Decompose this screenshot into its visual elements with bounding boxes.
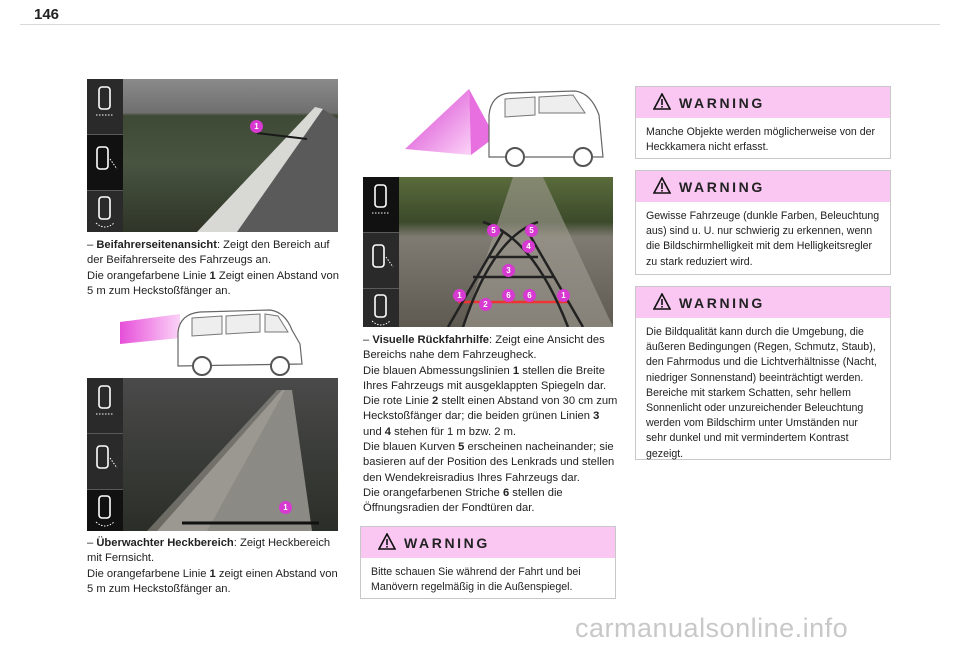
- warning-box: [635, 86, 891, 159]
- callout-badge: 6: [523, 289, 536, 302]
- section-passenger-view: – Beifahrerseitenansicht: Zeigt den Bereich auf der Beifahrerseite des Fahrzeugs an. Die orangefarbene Linie 1 Zeigt einen Abstand von 5 m zum Heckstoßfänger an.: [87, 239, 339, 297]
- view-overhead-icon: [87, 490, 123, 531]
- warning-label: WARNING: [679, 95, 765, 111]
- warning-box: [360, 526, 616, 599]
- view-passenger-icon: [87, 434, 123, 490]
- warning-triangle-icon: [653, 293, 671, 310]
- camera-image-passenger-side: [87, 79, 338, 232]
- section-rear-area: – Überwachter Heckbereich: Zeigt Heckbereich mit Fernsicht. Die orangefarbene Linie 1 zeigt einen Abstand von 5 m zum Heckstoßfänger an.: [87, 537, 338, 595]
- callout-badge: 1: [250, 120, 263, 133]
- road-shape: [87, 378, 338, 531]
- camera-view-selector: [363, 177, 399, 327]
- callout-badge: 5: [525, 224, 538, 237]
- camera-image-rear-area: [87, 378, 338, 531]
- warning-triangle-icon: [653, 177, 671, 194]
- section-reverse-aid: – Visuelle Rückfahrhilfe: Zeigt eine Ansicht des Bereichs nahe dem Fahrzeugheck. Die blauen Abmessungslinien 1 stellen die Breite Ihres Fahrzeugs mit ausgeklappten Spiegeln dar. Die rote Linie 2 stellt einen Abstand von 30 cm zum Heckstoßfänger dar; die beiden grünen Linien 3 und 4 stehen für 1 m bzw. 2 m. Die blauen Kurven 5 erscheinen nacheinander; sie basieren auf der Position des Lenkrads und stellen den Wendekreisradius Ihres Fahrzeugs dar. Die orangefarbenen Striche 6 stellen die Öffnungsradien der Fondtüren dar.: [363, 334, 618, 515]
- callout-badge: 1: [279, 501, 292, 514]
- view-passenger-icon: [87, 135, 123, 191]
- warning-text: Manche Objekte werden möglicherweise von der Heckkamera nicht erfasst.: [646, 126, 876, 154]
- view-rear-icon: [363, 177, 399, 233]
- warning-header: [361, 527, 615, 558]
- warning-header: [636, 171, 890, 202]
- warning-text: Die Bildqualität kann durch die Umgebung, die äußeren Bedingungen (Regen, Schmutz, Staub), den Fahrmodus und die Lichtverhältnisse (Nacht, niedriger Sonnenstand) beeinträchtigt werden. Bereiche mit starkem Schatten, sehr hellem Sonnenlicht oder unzureichender Beleuchtung werden vom Bildschirm unter Umständen nur sehr dunkel und mit vermindertem Kontrast gezeigt.: [646, 326, 877, 460]
- camera-image-reverse-aid: [363, 177, 613, 327]
- warning-text: Bitte schauen Sie während der Fahrt und bei Manövern regelmäßig in die Außenspiegel.: [371, 566, 581, 594]
- callout-badge: 4: [522, 240, 535, 253]
- vehicle-side-illustration: [120, 304, 310, 376]
- warning-box: [635, 170, 891, 275]
- warning-label: WARNING: [679, 179, 765, 195]
- warning-header: [636, 287, 890, 318]
- callout-badge: 1: [453, 289, 466, 302]
- warning-header: [636, 87, 890, 118]
- view-overhead-icon: [87, 191, 123, 232]
- warning-label: WARNING: [404, 535, 490, 551]
- view-overhead-icon: [363, 289, 399, 327]
- vehicle-rear-camera-illustration: [405, 85, 605, 169]
- header-divider: [20, 24, 940, 25]
- callout-badge: 5: [487, 224, 500, 237]
- camera-view-selector: [87, 79, 123, 232]
- view-rear-icon: [87, 79, 123, 135]
- page-number: 146: [34, 6, 60, 23]
- watermark: carmanualsonline.info: [575, 613, 849, 643]
- camera-view-selector: [87, 378, 123, 531]
- warning-triangle-icon: [653, 93, 671, 110]
- warning-triangle-icon: [378, 533, 396, 550]
- callout-badge: 2: [479, 298, 492, 311]
- warning-box: [635, 286, 891, 460]
- callout-badge: 3: [502, 264, 515, 277]
- view-passenger-icon: [363, 233, 399, 289]
- warning-text: Gewisse Fahrzeuge (dunkle Farben, Beleuchtung aus) sind u. U. nur schwierig zu erkennen, wenn die Bildschirmhelligkeit mit dem Helligkeitsregler zu stark reduziert wird.: [646, 210, 880, 268]
- road-shape: [87, 79, 338, 232]
- callout-badge: 6: [502, 289, 515, 302]
- view-rear-icon: [87, 378, 123, 434]
- callout-badge: 1: [557, 289, 570, 302]
- warning-label: WARNING: [679, 295, 765, 311]
